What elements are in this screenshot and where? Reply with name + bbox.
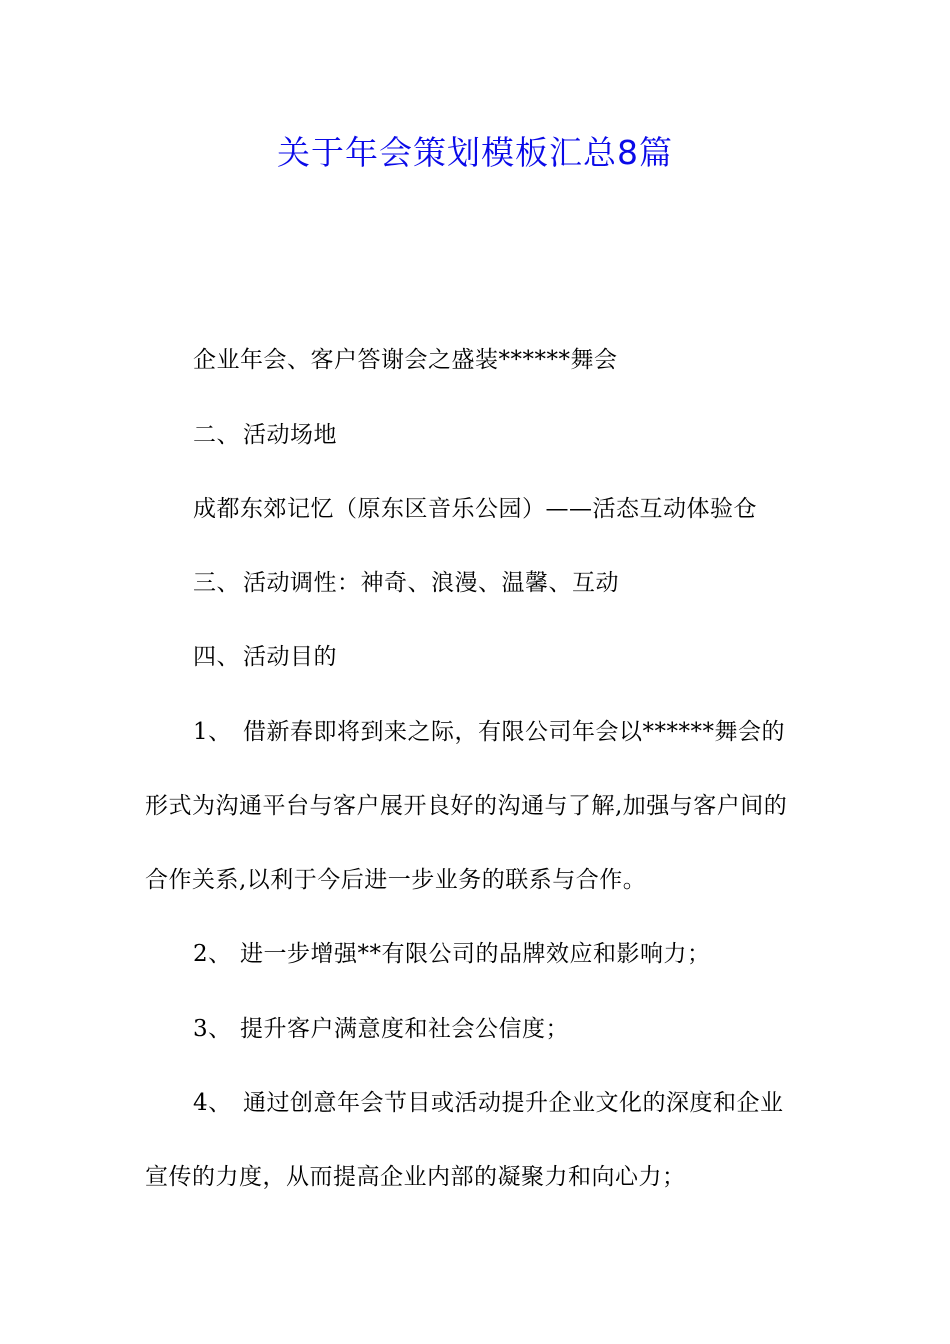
section-number: 四、 [193, 644, 240, 670]
section-heading-text: 活动场地 [243, 422, 337, 448]
list-item-text: 提升客户满意度和社会公信度； [240, 1016, 569, 1042]
section-heading-venue [193, 418, 337, 452]
section-number: 二、 [193, 422, 240, 448]
list-item-text: 借新春即将到来之际，有限公司年会以******舞会的 [243, 719, 785, 745]
list-item-2 [193, 937, 711, 971]
list-item-number: 4、 [193, 1090, 232, 1116]
paragraph-event-name: 企业年会、客户答谢会之盛装******舞会 [193, 347, 618, 373]
section-heading-purpose [193, 640, 337, 674]
list-item-number: 2、 [193, 941, 232, 967]
list-item-number: 1、 [193, 719, 232, 745]
list-item-text: 通过创意年会节目或活动提升企业文化的深度和企业 [243, 1090, 784, 1116]
list-item-4-line-1 [193, 1086, 784, 1120]
list-item-4-line-2: 宣传的力度，从而提高企业内部的凝聚力和向心力； [145, 1164, 686, 1190]
list-item-1-line-1 [193, 715, 785, 749]
section-heading-text: 活动调性：神奇、浪漫、温馨、互动 [243, 570, 619, 596]
list-item-number: 3、 [193, 1016, 232, 1042]
section-number: 三、 [193, 570, 240, 596]
paragraph-venue: 成都东郊记忆（原东区音乐公园）——活态互动体验仓 [193, 496, 757, 522]
list-item-text: 进一步增强**有限公司的品牌效应和影响力； [240, 941, 711, 967]
list-item-1-line-3: 合作关系,以利于今后进一步业务的联系与合作。 [145, 867, 647, 893]
section-heading-text: 活动目的 [243, 644, 337, 670]
section-heading-tone [193, 566, 619, 600]
document-title: 关于年会策划模板汇总8篇 [277, 133, 673, 172]
list-item-3 [193, 1012, 569, 1046]
list-item-1-line-2: 形式为沟通平台与客户展开良好的沟通与了解,加强与客户间的 [145, 793, 788, 819]
